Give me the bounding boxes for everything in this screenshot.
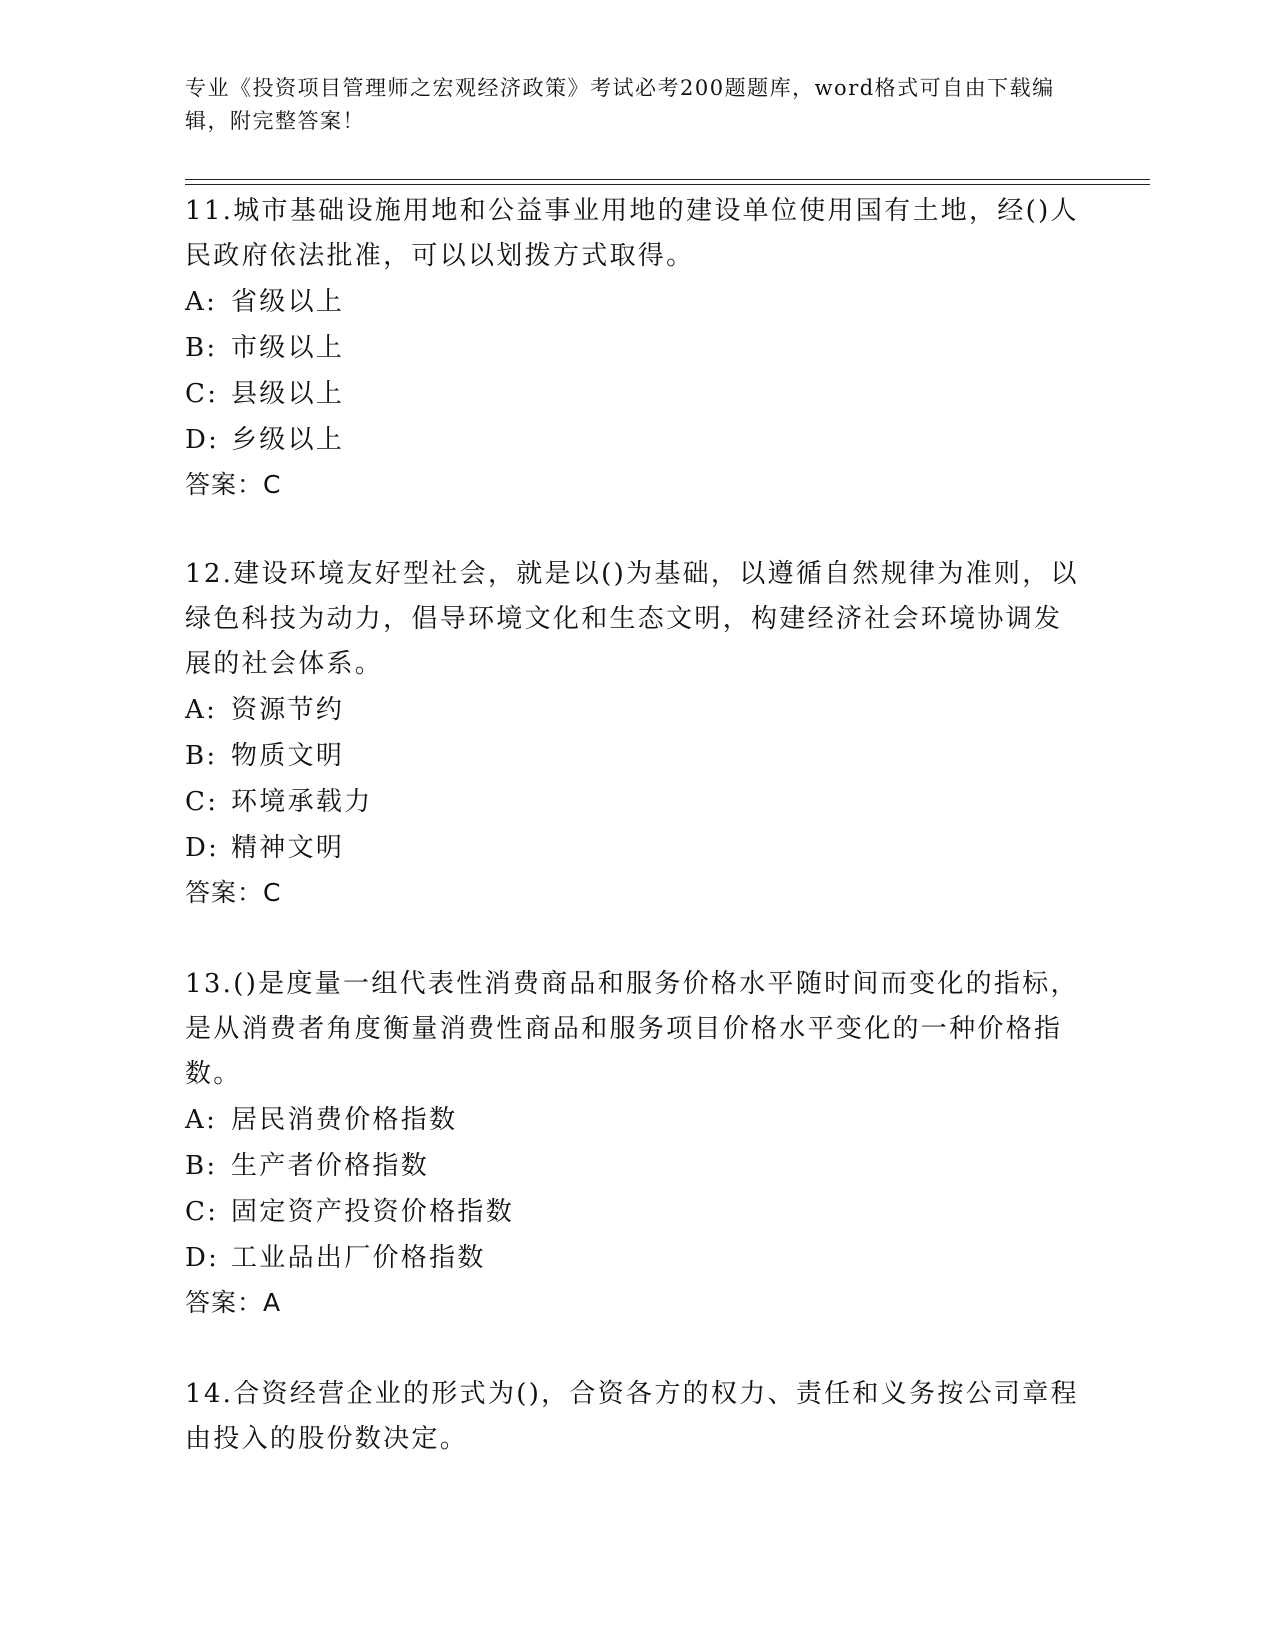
question-stem: 12.建设环境友好型社会，就是以()为基础，以遵循自然规律为准则，以绿色科技为动力，倡导环境文化和生态文明，构建经济社会环境协调发展的社会体系。 xyxy=(185,559,1079,679)
option-text: 工业品出厂价格指数 xyxy=(231,1243,486,1273)
option-b xyxy=(185,733,1085,779)
option-key: A: xyxy=(185,695,218,725)
option-key: D: xyxy=(185,1243,220,1273)
option-key: C: xyxy=(185,1197,219,1227)
answer-line: 答案：C xyxy=(185,878,282,907)
option-text: 县级以上 xyxy=(231,379,345,409)
option-text: 市级以上 xyxy=(231,333,345,363)
option-text: 精神文明 xyxy=(231,833,345,863)
option-text: 环境承载力 xyxy=(231,787,373,817)
question-13 xyxy=(185,962,1085,1325)
option-text: 生产者价格指数 xyxy=(231,1151,430,1181)
question-11 xyxy=(185,189,1085,507)
question-stem: 14.合资经营企业的形式为()，合资各方的权力、责任和义务按公司章程由投入的股份数决定。 xyxy=(185,1379,1079,1454)
option-text: 固定资产投资价格指数 xyxy=(231,1197,515,1227)
question-stem: 11.城市基础设施用地和公益事业用地的建设单位使用国有土地，经()人民政府依法批准，可以以划拨方式取得。 xyxy=(185,196,1079,271)
option-key: B: xyxy=(185,333,218,363)
option-a xyxy=(185,1097,1085,1143)
option-key: A: xyxy=(185,1105,218,1135)
option-key: C: xyxy=(185,787,219,817)
option-text: 物质文明 xyxy=(231,741,345,771)
header-divider-top xyxy=(185,179,1150,180)
option-d xyxy=(185,417,1085,463)
option-key: D: xyxy=(185,833,220,863)
option-text: 居民消费价格指数 xyxy=(231,1105,458,1135)
option-text: 省级以上 xyxy=(231,287,345,317)
answer-line: 答案：C xyxy=(185,470,282,499)
question-stem: 13.()是度量一组代表性消费商品和服务价格水平随时间而变化的指标，是从消费者角度衡量消费性商品和服务项目价格水平变化的一种价格指数。 xyxy=(185,969,1079,1089)
option-c xyxy=(185,779,1085,825)
option-b xyxy=(185,325,1085,371)
answer-line: 答案：A xyxy=(185,1288,282,1317)
option-key: C: xyxy=(185,379,219,409)
option-text: 乡级以上 xyxy=(231,425,345,455)
option-text: 资源节约 xyxy=(231,695,345,725)
question-12 xyxy=(185,552,1085,915)
question-14 xyxy=(185,1372,1085,1462)
option-key: B: xyxy=(185,741,218,771)
option-c xyxy=(185,371,1085,417)
option-d xyxy=(185,1235,1085,1281)
option-key: A: xyxy=(185,287,218,317)
option-c xyxy=(185,1189,1085,1235)
option-b xyxy=(185,1143,1085,1189)
header-divider-bottom xyxy=(185,184,1150,185)
option-a xyxy=(185,687,1085,733)
option-key: D: xyxy=(185,425,220,455)
option-a xyxy=(185,279,1085,325)
option-d xyxy=(185,825,1085,871)
option-key: B: xyxy=(185,1151,218,1181)
document-header: 专业《投资项目管理师之宏观经济政策》考试必考200题题库，word格式可自由下载编辑，附完整答案！ xyxy=(185,76,1055,133)
